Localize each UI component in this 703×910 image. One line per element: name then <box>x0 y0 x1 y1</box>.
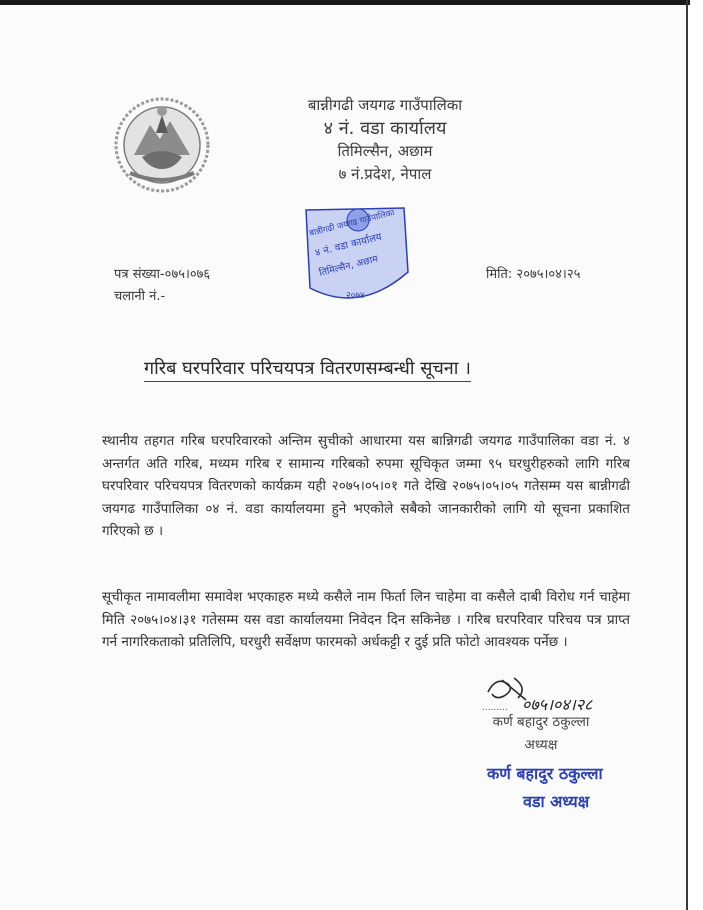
letter-number: पत्र संख्या-०७५।०७६ <box>114 267 211 282</box>
title-stamp: वडा अध्यक्ष <box>523 792 590 811</box>
notice-paragraph-1: स्थानीय तहगत गरिब घरपरिवारको अन्तिम सुचीको आधारमा यस बान्निगढी जयगढ गाउँपालिका वडा नं. ४ अन्तर्गत अति गरिब, मध्यम गरिब र सामान्य गरिबको रुपमा सूचिकृत जम्मा ९५ घरधुरीहरुको लागि गरिब घरपरिवार परिचयपत्र वितरणको कार्यक्रम यही २०७५।०५।०१ गते देखि २०७५।०५।०५ गतेसम्म यस बान्नीगढी जयगढ गाउँपालिका ०४ नं. वडा कार्यालयमा हुने भएकोले सबैको जानकारीको लागि यो सूचना प्रकाशित गरिएको छ । <box>102 433 630 540</box>
name-stamp: कर्ण बहादुर ठकुल्ला <box>487 764 603 783</box>
reference-block <box>114 264 210 308</box>
svg-text:.........: ......... <box>482 703 508 713</box>
notice-paragraph-2: सूचीकृत नामावलीमा समावेश भएकाहरु मध्ये कसैले नाम फिर्ता लिन चाहेमा वा कसैले दाबी विरोध गर्न चाहेमा मिति २०७५।०४।३१ गतेसम्म यस वडा कार्यालयमा निवेदन दिन सकिनेछ । गरिब घरपरिवार परिचय पत्र प्राप्त गर्न नागरिकताको प्रतिलिपि, घरधुरी सर्वेक्षण फारमको अर्धकट्टी र दुई प्रति फोटो आवश्यक पर्नेछ । <box>102 589 630 651</box>
nepal-emblem-icon <box>112 95 212 195</box>
scan-right-border <box>686 0 688 910</box>
dispatch-number: चलानी नं.- <box>114 289 166 304</box>
stamp-text-1: बान्नीगढी जयगढ गाउँपालिका <box>308 208 396 239</box>
stamp-text-3: तिमिल्सैन, अछाम <box>318 253 380 279</box>
province-country: ७ नं.प्रदेश, नेपाल <box>338 165 432 183</box>
municipality-name: बान्नीगढी जयगढ गाउँपालिका <box>307 96 463 114</box>
letter-date: मिति: २०७५।०४।२५ <box>486 267 581 282</box>
stamp-text-2: ४ नं. वडा कार्यालय <box>314 231 383 259</box>
office-location: तिमिल्सैन, अछाम <box>337 142 433 160</box>
signatory-title: अध्यक्ष <box>524 737 558 753</box>
signatory-name: कर्ण बहादुर ठकुल्ला <box>492 714 590 730</box>
ward-office-name: ४ नं. वडा कार्यालय <box>323 118 447 139</box>
letterhead <box>230 94 540 186</box>
stamp-year: २०७४ <box>346 291 365 301</box>
notice-subject: गरिब घरपरिवार परिचयपत्र वितरणसम्बन्धी सूचना । <box>144 356 471 382</box>
signature-date: ०७५।०४।२८ <box>522 695 593 714</box>
ward-office-stamp <box>300 202 412 306</box>
